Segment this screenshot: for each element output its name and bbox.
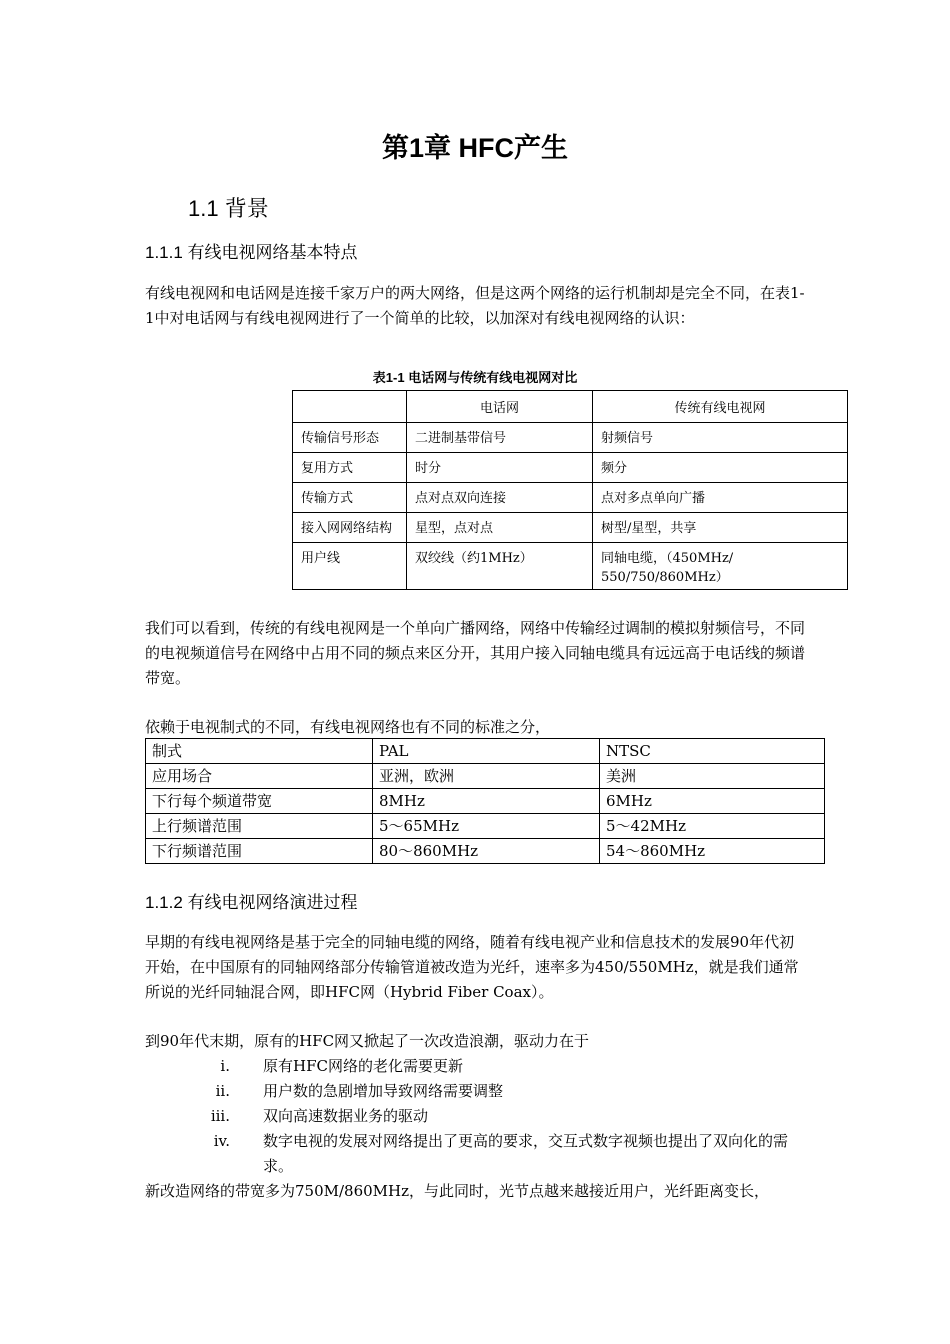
table-cell: 同轴电缆，（450MHz/ 550/750/860MHz）: [593, 543, 848, 590]
table-header-row: [293, 391, 848, 423]
broadcast-paragraph: 我们可以看到，传统的有线电视网是一个单向广播网络，网络中传输经过调制的模拟射频信号，不同的电视频道信号在网络中占用不同的频点来区分开，其用户接入同轴电缆具有远远高于电话线的频谱带宽。: [145, 619, 806, 687]
list-item-number: iv.: [213, 1132, 230, 1150]
table-row: [293, 483, 848, 513]
list-item-text: 双向高速数据业务的驱动: [263, 1107, 429, 1125]
table-cell: 80～860MHz: [373, 839, 600, 864]
evolution-paragraph: 早期的有线电视网络是基于完全的同轴电缆的网络，随着有线电视产业和信息技术的发展90年代初开始，在中国原有的同轴网络部分传输管道被改造为光纤，速率多为450/550MHz，就是我们通常所说的光纤同轴混合网，即HFC网（Hybrid Fiber Coax）。: [145, 933, 799, 1001]
chapter-title: 第1章 HFC产生: [381, 133, 568, 163]
table-cell: NTSC: [600, 739, 825, 764]
table-cell: 二进制基带信号: [407, 423, 593, 453]
table-cell: 双绞线（约1MHz）: [407, 543, 593, 590]
table-row: [293, 543, 848, 590]
tv-standards-table: [145, 738, 825, 864]
table-cell: 6MHz: [600, 789, 825, 814]
table1-caption: 表1-1 电话网与传统有线电视网对比: [372, 370, 578, 385]
table-row: [146, 789, 825, 814]
table-header-cell: [293, 391, 407, 423]
table-cell: 下行每个频道带宽: [146, 789, 373, 814]
table-cell: 树型/星型，共享: [593, 513, 848, 543]
table-cell: 复用方式: [293, 453, 407, 483]
table-cell: 5～42MHz: [600, 814, 825, 839]
table-cell: 下行频谱范围: [146, 839, 373, 864]
table-cell: 上行频谱范围: [146, 814, 373, 839]
table-header-cell: 电话网: [407, 391, 593, 423]
list-item-text: 原有HFC网络的老化需要更新: [263, 1057, 463, 1075]
table-cell: 点对多点单向广播: [593, 483, 848, 513]
last-paragraph: 新改造网络的带宽多为750M/860MHz，与此同时，光节点越来越接近用户，光纤距离变长，: [145, 1182, 770, 1200]
table-cell: 点对点双向连接: [407, 483, 593, 513]
comparison-table: [292, 390, 848, 590]
table-cell: 美洲: [600, 764, 825, 789]
table-header-cell: 传统有线电视网: [593, 391, 848, 423]
table-cell: 传输信号形态: [293, 423, 407, 453]
table-row: [146, 814, 825, 839]
table-cell: 亚洲，欧洲: [373, 764, 600, 789]
table-cell: 星型，点对点: [407, 513, 593, 543]
list-item-number: iii.: [210, 1107, 230, 1125]
reform-paragraph: 到90年代末期，原有的HFC网又掀起了一次改造浪潮，驱动力在于: [145, 1032, 590, 1050]
table-cell: 接入网网络结构: [293, 513, 407, 543]
table-row: [293, 423, 848, 453]
section-1-1-2-heading: 1.1.2 有线电视网络演进过程: [145, 893, 358, 912]
table-row: [146, 839, 825, 864]
intro-paragraph: 有线电视网和电话网是连接千家万户的两大网络，但是这两个网络的运行机制却是完全不同，在表1-1中对电话网与有线电视网进行了一个简单的比较，以加深对有线电视网络的认识：: [145, 284, 805, 327]
section-1-1-heading: 1.1 背景: [188, 196, 269, 221]
table-row: [146, 764, 825, 789]
table-cell: 5～65MHz: [373, 814, 600, 839]
table-cell: 射频信号: [593, 423, 848, 453]
table-cell: PAL: [373, 739, 600, 764]
table-row: [146, 739, 825, 764]
standards-paragraph: 依赖于电视制式的不同，有线电视网络也有不同的标准之分，: [145, 718, 551, 736]
table-cell: 用户线: [293, 543, 407, 590]
table-cell: 54～860MHz: [600, 839, 825, 864]
section-1-1-1-heading: 1.1.1 有线电视网络基本特点: [145, 243, 358, 262]
table-cell: 8MHz: [373, 789, 600, 814]
table-cell: 传输方式: [293, 483, 407, 513]
table-cell: 制式: [146, 739, 373, 764]
list-item-number: ii.: [215, 1082, 230, 1100]
table-cell: 应用场合: [146, 764, 373, 789]
table-row: [293, 453, 848, 483]
table-cell: 时分: [407, 453, 593, 483]
table-cell: 频分: [593, 453, 848, 483]
list-item-number: i.: [220, 1057, 230, 1075]
table-row: [293, 513, 848, 543]
list-item-text: 用户数的急剧增加导致网络需要调整: [263, 1082, 504, 1100]
list-item-text: 数字电视的发展对网络提出了更高的要求，交互式数字视频也提出了双向化的需求。: [263, 1132, 789, 1175]
